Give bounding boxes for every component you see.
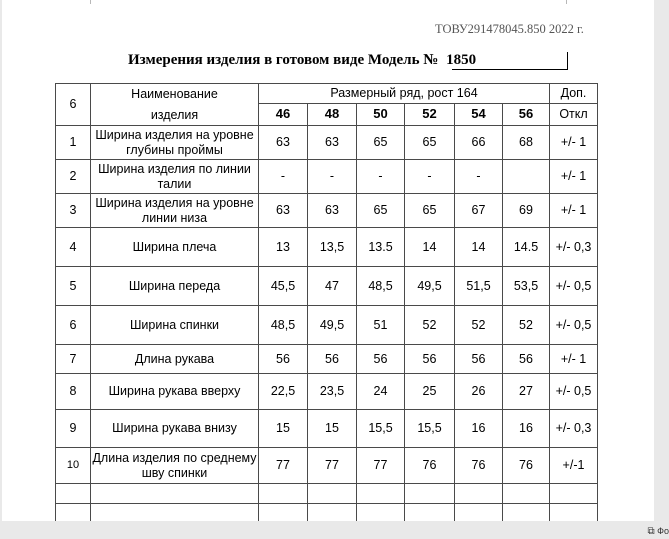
header-name bbox=[91, 84, 259, 126]
row-value: 56 bbox=[405, 345, 455, 374]
header-tolerance-line2: Откл bbox=[550, 104, 598, 126]
row-tolerance: +/- 1 bbox=[550, 194, 598, 228]
row-name: Ширина изделия на уровне глубины проймы bbox=[91, 126, 259, 160]
row-value: 56 bbox=[308, 345, 357, 374]
row-number: 2 bbox=[56, 160, 91, 194]
row-value: - bbox=[405, 160, 455, 194]
row-value: - bbox=[259, 160, 308, 194]
row-name: Длина изделия по среднему шву спинки bbox=[91, 448, 259, 484]
header-size-range: Размерный ряд, рост 164 bbox=[259, 84, 550, 104]
row-tolerance: +/- 1 bbox=[550, 160, 598, 194]
size-header: 48 bbox=[308, 104, 357, 126]
header-tolerance-line1: Доп. bbox=[550, 84, 598, 104]
size-header: 52 bbox=[405, 104, 455, 126]
row-value bbox=[503, 160, 550, 194]
empty-row bbox=[56, 504, 598, 522]
row-number: 10 bbox=[56, 448, 91, 484]
size-header: 46 bbox=[259, 104, 308, 126]
row-value: 23,5 bbox=[308, 374, 357, 410]
row-value: 65 bbox=[357, 126, 405, 160]
table-row bbox=[56, 267, 598, 306]
row-name: Ширина изделия на уровне линии низа bbox=[91, 194, 259, 228]
header-row-1 bbox=[56, 84, 598, 104]
row-value: 48,5 bbox=[259, 306, 308, 345]
table-row bbox=[56, 228, 598, 267]
table-row bbox=[56, 306, 598, 345]
row-name: Ширина рукава вверху bbox=[91, 374, 259, 410]
image-icon: ⧉ bbox=[647, 526, 655, 537]
row-value: 68 bbox=[503, 126, 550, 160]
row-value: 49,5 bbox=[405, 267, 455, 306]
row-number: 3 bbox=[56, 194, 91, 228]
row-number: 9 bbox=[56, 410, 91, 448]
row-value: 65 bbox=[357, 194, 405, 228]
ruler-mark bbox=[566, 0, 567, 4]
row-value: 76 bbox=[503, 448, 550, 484]
row-value: 66 bbox=[455, 126, 503, 160]
row-value: 52 bbox=[405, 306, 455, 345]
table-row bbox=[56, 194, 598, 228]
table-row bbox=[56, 160, 598, 194]
ruler-mark bbox=[90, 0, 91, 4]
header-name-line2: изделия bbox=[150, 107, 199, 122]
row-value: 27 bbox=[503, 374, 550, 410]
row-number: 7 bbox=[56, 345, 91, 374]
model-number: 1850 bbox=[446, 52, 477, 68]
row-value: 65 bbox=[405, 126, 455, 160]
row-value: 22,5 bbox=[259, 374, 308, 410]
corner-widget[interactable] bbox=[635, 524, 669, 538]
table-row bbox=[56, 410, 598, 448]
row-number: 8 bbox=[56, 374, 91, 410]
size-header: 50 bbox=[357, 104, 405, 126]
row-value: 14 bbox=[405, 228, 455, 267]
row-tolerance: +/- 0,3 bbox=[550, 410, 598, 448]
row-value: 15,5 bbox=[357, 410, 405, 448]
row-value: 56 bbox=[455, 345, 503, 374]
row-value: 63 bbox=[259, 126, 308, 160]
document-code: ТОВУ291478045.850 2022 г. bbox=[435, 22, 584, 36]
row-value: 26 bbox=[455, 374, 503, 410]
row-value: 13,5 bbox=[308, 228, 357, 267]
row-tolerance: +/- 0,3 bbox=[550, 228, 598, 267]
row-value: 48,5 bbox=[357, 267, 405, 306]
row-name: Ширина плеча bbox=[91, 228, 259, 267]
row-value: - bbox=[308, 160, 357, 194]
row-value: - bbox=[455, 160, 503, 194]
row-number: 1 bbox=[56, 126, 91, 160]
row-value: 49,5 bbox=[308, 306, 357, 345]
row-tolerance: +/- 1 bbox=[550, 126, 598, 160]
row-value: 14 bbox=[455, 228, 503, 267]
row-value: 14.5 bbox=[503, 228, 550, 267]
empty-row bbox=[56, 484, 598, 504]
row-value: 63 bbox=[259, 194, 308, 228]
table-row bbox=[56, 374, 598, 410]
row-tolerance: +/- 1 bbox=[550, 345, 598, 374]
row-name: Ширина изделия по линии талии bbox=[91, 160, 259, 194]
row-value: 15 bbox=[308, 410, 357, 448]
row-value: 24 bbox=[357, 374, 405, 410]
row-value: 45,5 bbox=[259, 267, 308, 306]
table-row bbox=[56, 345, 598, 374]
document-title bbox=[128, 52, 476, 69]
text-cursor bbox=[567, 52, 568, 70]
header-name-line1: Наименование bbox=[131, 87, 218, 102]
table-row bbox=[56, 448, 598, 484]
row-tolerance: +/- 0,5 bbox=[550, 306, 598, 345]
row-value: 56 bbox=[357, 345, 405, 374]
row-value: 77 bbox=[308, 448, 357, 484]
row-value: 76 bbox=[405, 448, 455, 484]
row-name: Ширина рукава внизу bbox=[91, 410, 259, 448]
measurements-table bbox=[55, 83, 598, 521]
row-value: 51,5 bbox=[455, 267, 503, 306]
row-value: 53,5 bbox=[503, 267, 550, 306]
row-value: 65 bbox=[405, 194, 455, 228]
row-value: 56 bbox=[259, 345, 308, 374]
row-value: 51 bbox=[357, 306, 405, 345]
corner-label: Фо bbox=[657, 526, 669, 536]
row-number: 5 bbox=[56, 267, 91, 306]
row-value: 15,5 bbox=[405, 410, 455, 448]
size-header: 54 bbox=[455, 104, 503, 126]
row-number: 4 bbox=[56, 228, 91, 267]
row-value: 67 bbox=[455, 194, 503, 228]
row-value: - bbox=[357, 160, 405, 194]
row-name: Ширина спинки bbox=[91, 306, 259, 345]
row-number: 6 bbox=[56, 306, 91, 345]
row-value: 13 bbox=[259, 228, 308, 267]
row-value: 63 bbox=[308, 194, 357, 228]
title-text: Измерения изделия в готовом виде Модель № bbox=[128, 52, 439, 68]
row-value: 56 bbox=[503, 345, 550, 374]
row-value: 15 bbox=[259, 410, 308, 448]
row-value: 13.5 bbox=[357, 228, 405, 267]
row-tolerance: +/-1 bbox=[550, 448, 598, 484]
document-page bbox=[2, 0, 654, 521]
title-underline bbox=[452, 69, 567, 70]
row-tolerance: +/- 0,5 bbox=[550, 374, 598, 410]
size-header: 56 bbox=[503, 104, 550, 126]
row-name: Ширина переда bbox=[91, 267, 259, 306]
row-name: Длина рукава bbox=[91, 345, 259, 374]
row-value: 16 bbox=[503, 410, 550, 448]
table-row bbox=[56, 126, 598, 160]
row-value: 63 bbox=[308, 126, 357, 160]
row-tolerance: +/- 0,5 bbox=[550, 267, 598, 306]
row-value: 16 bbox=[455, 410, 503, 448]
row-value: 77 bbox=[357, 448, 405, 484]
row-value: 25 bbox=[405, 374, 455, 410]
row-value: 77 bbox=[259, 448, 308, 484]
row-value: 52 bbox=[503, 306, 550, 345]
header-num: 6 bbox=[56, 84, 91, 126]
row-value: 52 bbox=[455, 306, 503, 345]
row-value: 76 bbox=[455, 448, 503, 484]
row-value: 47 bbox=[308, 267, 357, 306]
row-value: 69 bbox=[503, 194, 550, 228]
